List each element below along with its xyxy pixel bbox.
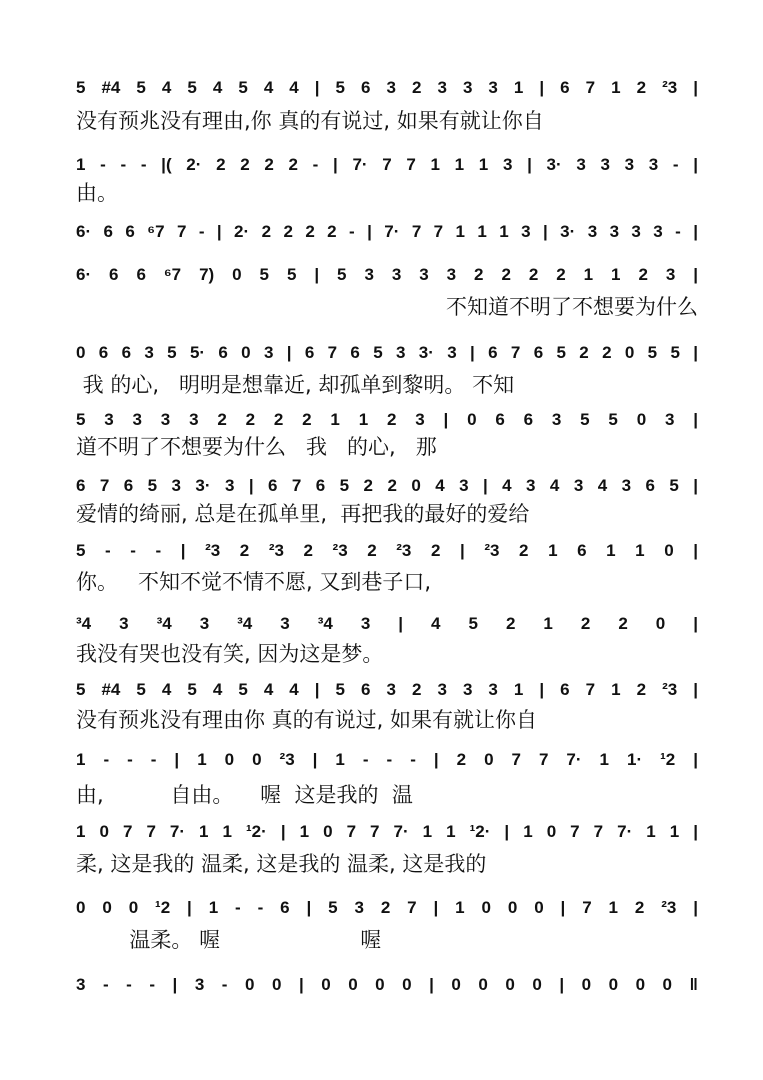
score-row-9-lyrics: 我没有哭也没有笑, 因为这是梦。 [76, 642, 384, 666]
score-row-10-lyrics: 没有预兆没有理由你 真的有说过, 如果有就让你自 [76, 708, 538, 732]
score-row-12-notes: 1 0 7 7 7· 1 1 ¹2· | 1 0 7 7 7· 1 1 ¹2· | 1 0 7 7 7· 1 1 | [76, 822, 698, 841]
score-row-13-notes: 0 0 0 ¹2 | 1 - - 6 | 5 3 2 7 | 1 0 0 0 | 7 1 2 ²3 | [76, 898, 698, 917]
score-row-4-notes: 6· 6 6 ⁶7 7) 0 5 5 | 5 3 3 3 3 2 2 2 2 1 1 2 3 | [76, 265, 698, 284]
score-row-11-lyrics: 由, 自由。 喔 这是我的 温 [76, 783, 413, 807]
score-row-14-notes: 3 - - - | 3 - 0 0 | 0 0 0 0 | 0 0 0 0 | 0 0 0 0 ‖ [76, 975, 698, 994]
score-row-9-notes: ³4 3 ³4 3 ³4 3 ³4 3 | 4 5 2 1 2 2 0 | [76, 614, 698, 633]
score-row-10-notes: 5 #4 5 4 5 4 5 4 4 | 5 6 3 2 3 3 3 1 | 6 7 1 2 ²3 | [76, 680, 698, 699]
score-row-12-lyrics: 柔, 这是我的 温柔, 这是我的 温柔, 这是我的 [76, 852, 487, 876]
score-row-5-lyrics: 我 的心, 明明是想靠近, 却孤单到黎明。 不知 [76, 373, 515, 397]
score-row-11-notes: 1 - - - | 1 0 0 ²3 | 1 - - - | 2 0 7 7 7· 1 1· ¹2 | [76, 750, 698, 769]
score-row-6-lyrics: 道不明了不想要为什么 我 的心, 那 [76, 435, 437, 459]
score-row-8-lyrics: 你。 不知不觉不情不愿, 又到巷子口, [76, 570, 432, 594]
score-row-4-lyrics: 不知道不明了不想要为什么 [446, 295, 698, 319]
score-row-8-notes: 5 - - - | ²3 2 ²3 2 ²3 2 ²3 2 | ²3 2 1 6 1 1 0 | [76, 541, 698, 560]
score-row-2-notes: 1 - - - |( 2· 2 2 2 2 - | 7· 7 7 1 1 1 3 | 3· 3 3 3 3 - | [76, 155, 698, 174]
score-row-1-notes: 5 #4 5 4 5 4 5 4 4 | 5 6 3 2 3 3 3 1 | 6 7 1 2 ²3 | [76, 78, 698, 97]
score-row-7-lyrics: 爱情的绮丽, 总是在孤单里, 再把我的最好的爱给 [76, 502, 530, 526]
score-row-3-notes: 6· 6 6 ⁶7 7 - | 2· 2 2 2 2 - | 7· 7 7 1 1 1 3 | 3· 3 3 3 3 - | [76, 222, 698, 241]
score-row-7-notes: 6 7 6 5 3 3· 3 | 6 7 6 5 2 2 0 4 3 | 4 3 4 3 4 3 6 5 | [76, 476, 698, 495]
score-row-1-lyrics: 没有预兆没有理由,你 真的有说过, 如果有就让你自 [76, 109, 544, 133]
score-row-2-lyrics: 由。 [76, 181, 118, 205]
score-row-13-lyrics: 温柔。 喔 喔 [76, 928, 382, 952]
score-row-5-notes: 0 6 6 3 5 5· 6 0 3 | 6 7 6 5 3 3· 3 | 6 7 6 5 2 2 0 5 5 | [76, 343, 698, 362]
score-row-6-notes: 5 3 3 3 3 2 2 2 2 1 1 2 3 | 0 6 6 3 5 5 0 3 | [76, 410, 698, 429]
